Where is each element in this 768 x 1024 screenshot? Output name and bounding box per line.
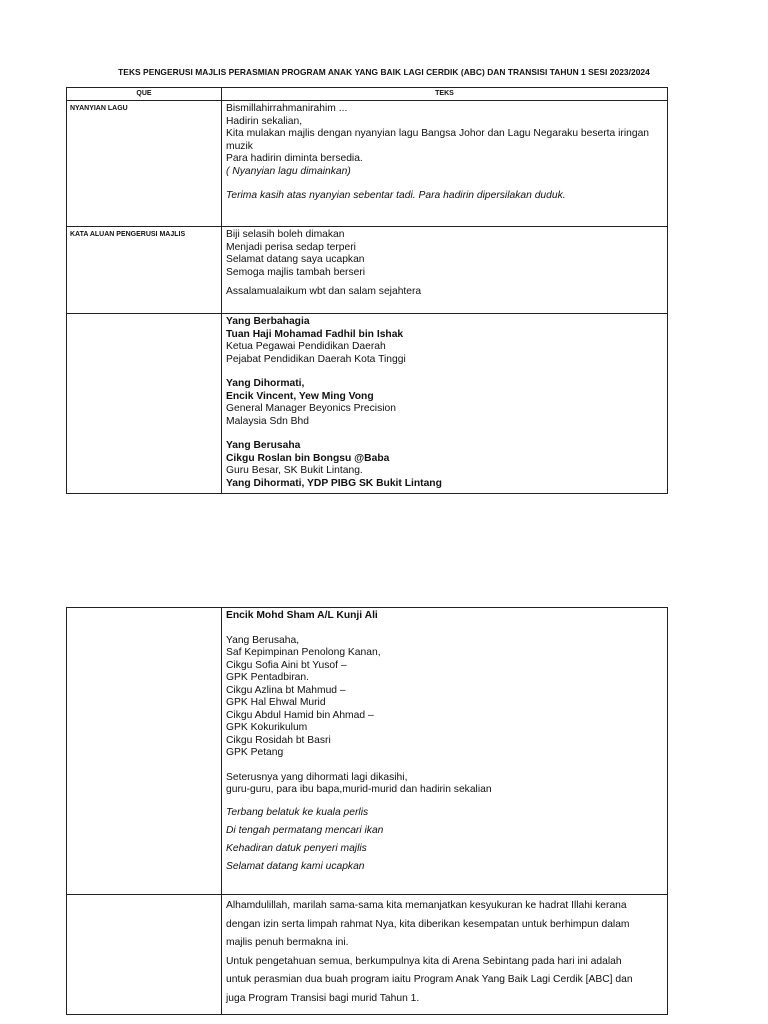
pantun-line: Kehadiran datuk penyeri majlis bbox=[226, 842, 367, 854]
script-table-2 bbox=[66, 607, 668, 1015]
text-line: Kita mulakan majlis dengan nyanyian lagu Bangsa Johor dan Lagu Negaraku beserta iringan muzik bbox=[226, 128, 650, 152]
text-line: GPK Hal Ehwal Murid bbox=[226, 697, 326, 708]
teks-cell bbox=[222, 314, 668, 494]
table-row bbox=[67, 101, 668, 227]
dignitary-title: Malaysia Sdn Bhd bbox=[226, 415, 309, 427]
closing-line: Terima kasih atas nyanyian sebentar tadi. Para hadirin dipersilakan duduk. bbox=[226, 190, 566, 201]
document-title: TEKS PENGERUSI MAJLIS PERASMIAN PROGRAM ANAK YANG BAIK LAGI CERDIK (ABC) DAN TRANSISI TAHUN 1 SESI 2023/2024 bbox=[118, 67, 650, 77]
text-line: untuk perasmian dua buah program iaitu Program Anak Yang Baik Lagi Cerdik [ABC] dan bbox=[226, 974, 633, 985]
pantun-line: Selamat datang saya ucapkan bbox=[226, 254, 365, 265]
script-table-1 bbox=[66, 87, 668, 494]
dignitary-title: Guru Besar, SK Bukit Lintang. bbox=[226, 465, 363, 476]
text-line: Cikgu Sofia Aini bt Yusof – bbox=[226, 659, 347, 671]
pantun-line: Semoga majlis tambah berseri bbox=[226, 266, 366, 278]
text-line: Para hadirin diminta bersedia. bbox=[226, 153, 363, 164]
text-line: Saf Kepimpinan Penolong Kanan, bbox=[226, 647, 381, 658]
salam-line: Assalamualaikum wbt dan salam sejahtera bbox=[226, 286, 422, 297]
table-header-row bbox=[67, 88, 668, 101]
text-line: Yang Berusaha, bbox=[226, 634, 300, 646]
text-line: GPK Kokurikulum bbox=[226, 722, 308, 733]
pantun-line: Selamat datang kami ucapkan bbox=[226, 860, 365, 872]
que-cell: NYANYIAN LAGU bbox=[67, 101, 222, 227]
text-line: dengan izin serta limpah rahmat Nya, kita diberikan kesempatan untuk berhimpun dalam bbox=[226, 918, 630, 930]
que-cell bbox=[67, 608, 222, 895]
que-cell bbox=[67, 895, 222, 1015]
que-cell: KATA ALUAN PENGERUSI MAJLIS bbox=[67, 227, 222, 314]
dignitary-title: Pejabat Pendidikan Daerah Kota Tinggi bbox=[226, 353, 406, 365]
teks-cell bbox=[222, 227, 668, 314]
dignitary-name: Cikgu Roslan bin Bongsu @Baba bbox=[226, 452, 390, 464]
teks-cell bbox=[222, 608, 668, 895]
salutation: Yang Dihormati, YDP PIBG SK Bukit Lintang bbox=[226, 477, 442, 489]
text-line: GPK Petang bbox=[226, 747, 284, 758]
text-line: guru-guru, para ibu bapa,murid-murid dan hadirin sekalian bbox=[226, 784, 492, 795]
que-cell bbox=[67, 314, 222, 494]
header-teks: TEKS bbox=[222, 88, 668, 101]
text-line: Bismillahirrahmanirahim ... bbox=[226, 103, 348, 114]
stage-direction: ( Nyanyian lagu dimainkan) bbox=[226, 165, 351, 177]
text-line: GPK Pentadbiran. bbox=[226, 672, 309, 683]
text-line: Cikgu Azlina bt Mahmud – bbox=[226, 684, 346, 696]
dignitary-name: Tuan Haji Mohamad Fadhil bin Ishak bbox=[226, 328, 404, 340]
teks-cell bbox=[222, 895, 668, 1015]
pantun-line: Di tengah permatang mencari ikan bbox=[226, 824, 384, 836]
pantun-line: Biji selasih boleh dimakan bbox=[226, 229, 345, 240]
table-row bbox=[67, 314, 668, 494]
salutation: Yang Dihormati, bbox=[226, 378, 305, 389]
text-line: Seterusnya yang dihormati lagi dikasihi, bbox=[226, 771, 408, 783]
salutation: Yang Berbahagia bbox=[226, 316, 310, 327]
text-line: Cikgu Rosidah bt Basri bbox=[226, 734, 331, 746]
text-line: majlis penuh bermakna ini. bbox=[226, 937, 349, 948]
dignitary-title: Ketua Pegawai Pendidikan Daerah bbox=[226, 341, 386, 352]
dignitary-name: Encik Vincent, Yew Ming Vong bbox=[226, 390, 374, 402]
dignitary-name: Encik Mohd Sham A/L Kunji Ali bbox=[226, 610, 378, 621]
text-line: Cikgu Abdul Hamid bin Ahmad – bbox=[226, 709, 374, 721]
text-line: Alhamdulillah, marilah sama-sama kita memanjatkan kesyukuran ke hadrat Illahi kerana bbox=[226, 900, 627, 911]
pantun-line: Terbang belatuk ke kuala perlis bbox=[226, 806, 369, 818]
dignitary-title: General Manager Beyonics Precision bbox=[226, 403, 396, 414]
pantun-line: Menjadi perisa sedap terperi bbox=[226, 241, 356, 253]
table-row bbox=[67, 895, 668, 1015]
text-line: Untuk pengetahuan semua, berkumpulnya kita di Arena Sebintang pada hari ini adalah bbox=[226, 955, 622, 967]
text-line: juga Program Transisi bagi murid Tahun 1. bbox=[226, 992, 420, 1004]
header-que: QUE bbox=[67, 88, 222, 101]
teks-cell bbox=[222, 101, 668, 227]
text-line: Hadirin sekalian, bbox=[226, 115, 303, 127]
table-row bbox=[67, 227, 668, 314]
table-row bbox=[67, 608, 668, 895]
salutation: Yang Berusaha bbox=[226, 440, 301, 451]
